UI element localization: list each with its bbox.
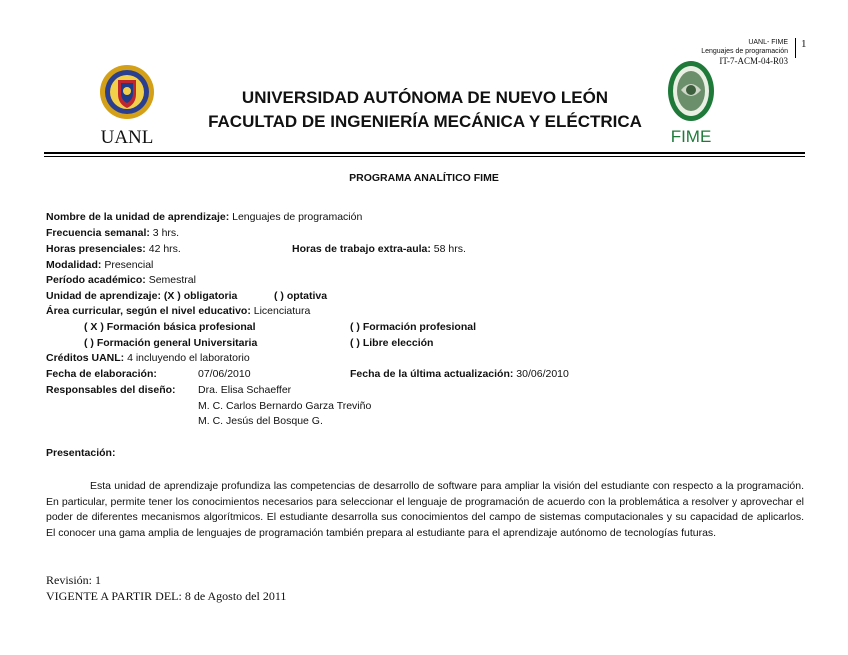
responsable-1: Dra. Elisa Schaeffer: [198, 384, 292, 396]
field-value: Presencial: [101, 259, 154, 271]
field-label: Unidad de aprendizaje:: [46, 290, 161, 302]
field-label: Modalidad:: [46, 259, 102, 271]
field-area: [46, 305, 310, 317]
vigente: VIGENTE A PARTIR DEL: 8 de Agosto del 2011: [46, 589, 287, 603]
field-fecha-actualizacion: [350, 368, 569, 380]
field-frecuencia: [46, 227, 179, 239]
field-horas-presenciales: [46, 243, 181, 255]
field-value: Semestral: [145, 274, 196, 286]
field-value: Licenciatura: [250, 305, 311, 317]
field-value: 30/06/2010: [513, 368, 569, 380]
field-creditos: [46, 352, 250, 364]
field-label: Créditos UANL:: [46, 352, 125, 364]
option-formacion-profesional: ( ) Formación profesional: [350, 321, 477, 333]
fime-seal-icon: [666, 60, 716, 122]
fime-logo-text: FIME: [670, 127, 712, 146]
responsable-2: M. C. Carlos Bernardo Garza Treviño: [198, 400, 372, 412]
field-label: Horas de trabajo extra-aula:: [292, 243, 431, 255]
header-divider-thin: [44, 156, 805, 157]
field-unidad-tipo: [46, 290, 237, 302]
university-title: UNIVERSIDAD AUTÓNOMA DE NUEVO LEÓN: [241, 88, 609, 107]
field-modalidad: [46, 259, 153, 271]
option-basica-profesional: ( X ) Formación básica profesional: [84, 321, 256, 333]
field-periodo: [46, 274, 196, 286]
option-general-universitaria: ( ) Formación general Universitaria: [84, 337, 258, 349]
page-number: 1: [795, 38, 807, 58]
field-label: Horas presenciales:: [46, 243, 146, 255]
program-title: PROGRAMA ANALÍTICO FIME: [349, 172, 499, 184]
fecha-elaboracion-value: 07/06/2010: [198, 368, 251, 380]
field-label: Fecha de la última actualización:: [350, 368, 514, 380]
field-value: 3 hrs.: [149, 227, 180, 239]
uanl-seal-icon: [94, 64, 160, 120]
uanl-logo: [94, 64, 160, 148]
option-obligatoria: (X ) obligatoria: [163, 290, 238, 302]
responsables-label: Responsables del diseño:: [46, 384, 176, 396]
fime-logo: [666, 60, 716, 144]
presentacion-body: Esta unidad de aprendizaje profundiza las competencias de desarrollo de software para ampliar la visión del estudiante con respecto a la programación. En particular, permite tener los conocimientos necesarios para seleccionar el lenguaje de programación de acuerdo con la problemática a resolver y aprovechar el poder de diferentes mecanismos algorítmicos. El estudiante desarrolla sus conocimientos del campo de sistemas computacionales y su capacidad de aplicarlos. El conocer una gama amplia de lenguajes de programación también prepara al estudiante para el aprendizaje autónomo de tecnologías futuras.: [46, 480, 804, 539]
field-value: Lenguajes de programación: [229, 211, 363, 223]
field-label: Área curricular, según el nivel educativo:: [46, 305, 251, 317]
field-value: 4 incluyendo el laboratorio: [124, 352, 250, 364]
option-libre-eleccion: ( ) Libre elección: [350, 337, 434, 349]
responsable-3: M. C. Jesús del Bosque G.: [198, 415, 323, 427]
doc-code: IT-7-ACM-04-R03: [719, 56, 788, 66]
field-unidad: [46, 211, 362, 223]
presentacion-heading: Presentación:: [46, 447, 116, 459]
header-institution: UANL- FIME: [748, 39, 788, 46]
revision: Revisión: 1: [46, 573, 102, 587]
faculty-title: FACULTAD DE INGENIERÍA MECÁNICA Y ELÉCTRICA: [208, 112, 642, 131]
field-label: Frecuencia semanal:: [46, 227, 150, 239]
option-optativa: ( ) optativa: [274, 290, 328, 302]
header-course: Lenguajes de programación: [701, 48, 788, 55]
fecha-elaboracion-label: Fecha de elaboración:: [46, 368, 157, 380]
field-value: 42 hrs.: [145, 243, 181, 255]
field-horas-extra: [292, 243, 466, 255]
field-label: Nombre de la unidad de aprendizaje:: [46, 211, 230, 223]
uanl-logo-text: UANL: [100, 127, 154, 148]
header-divider: [44, 152, 805, 154]
field-label: Período académico:: [46, 274, 146, 286]
field-value: 58 hrs.: [430, 243, 466, 255]
